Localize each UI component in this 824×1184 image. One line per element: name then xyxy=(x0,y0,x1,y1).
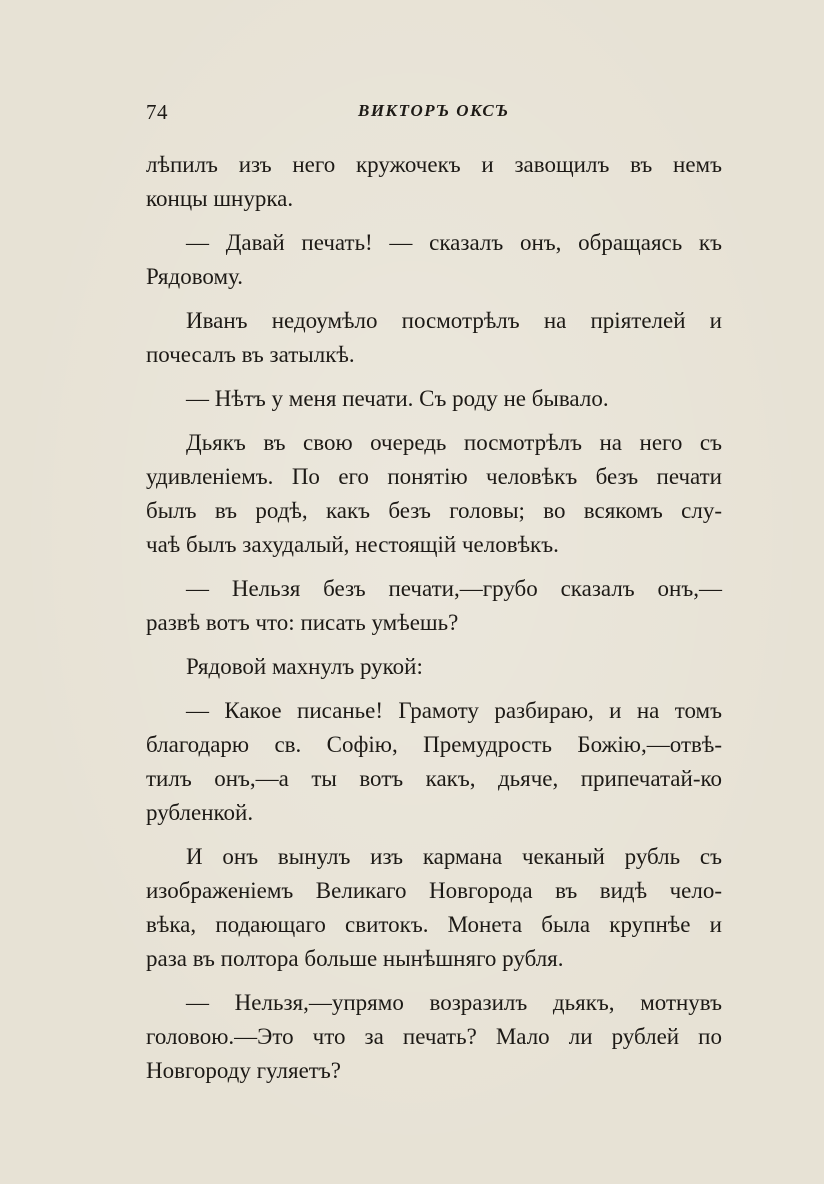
text-line: Рядовой махнулъ рукой: xyxy=(186,654,423,679)
body-text xyxy=(146,148,722,1088)
text-line: лѣпилъ изъ него кружочекъ и завощилъ въ немъ xyxy=(146,152,722,177)
text-line: головою.—Это что за печать? Мало ли рублей по xyxy=(146,1024,722,1049)
text-line: тилъ онъ,—а ты вотъ какъ, дьяче, припечатай-ко xyxy=(146,766,722,791)
text-line: — Давай печать! — сказалъ онъ, обращаясь къ xyxy=(186,230,722,255)
page-header xyxy=(146,100,726,130)
text-line: Новгороду гуляетъ? xyxy=(146,1058,341,1083)
text-line: — Какое писанье! Грамоту разбираю, и на томъ xyxy=(186,698,722,723)
paragraph xyxy=(146,226,722,294)
text-line: чаѣ былъ захудалый, нестоящій человѣкъ. xyxy=(146,532,559,557)
text-line: почесалъ въ затылкѣ. xyxy=(146,342,355,367)
text-line: былъ въ родѣ, какъ безъ головы; во всякомъ слу- xyxy=(146,498,722,523)
paragraph xyxy=(146,148,722,216)
paragraph xyxy=(146,986,722,1088)
text-line: рубленкой. xyxy=(146,800,254,825)
paragraph xyxy=(146,572,722,640)
running-title: ВИКТОРЪ ОКСЪ xyxy=(358,101,510,120)
paragraph xyxy=(146,382,722,416)
text-line: развѣ вотъ что: писать умѣешь? xyxy=(146,610,459,635)
text-line: раза въ полтора больше нынѣшняго рубля. xyxy=(146,946,564,971)
paragraph xyxy=(146,694,722,830)
text-line: — Нѣтъ у меня печати. Съ роду не бывало. xyxy=(186,386,609,411)
paragraph xyxy=(146,304,722,372)
text-line: Рядовому. xyxy=(146,264,243,289)
text-line: Дьякъ въ свою очередь посмотрѣлъ на него съ xyxy=(186,430,722,455)
text-line: удивленіемъ. По его понятію человѣкъ безъ печати xyxy=(146,464,722,489)
text-line: благодарю св. Софію, Премудрость Божію,—отвѣ- xyxy=(146,732,722,757)
text-line: изображеніемъ Великаго Новгорода въ видѣ чело- xyxy=(146,878,722,903)
text-line: — Нельзя,—упрямо возразилъ дьякъ, мотнувъ xyxy=(186,990,722,1015)
text-line: вѣка, подающаго свитокъ. Монета была крупнѣе и xyxy=(146,912,722,937)
paragraph xyxy=(146,650,722,684)
page-number: 74 xyxy=(146,100,168,124)
text-line: концы шнурка. xyxy=(146,186,294,211)
text-line: Иванъ недоумѣло посмотрѣлъ на пріятелей и xyxy=(186,308,722,333)
text-line: И онъ вынулъ изъ кармана чеканый рубль съ xyxy=(186,844,722,869)
paragraph xyxy=(146,840,722,976)
paragraph xyxy=(146,426,722,562)
text-line: — Нельзя безъ печати,—грубо сказалъ онъ,— xyxy=(186,576,722,601)
